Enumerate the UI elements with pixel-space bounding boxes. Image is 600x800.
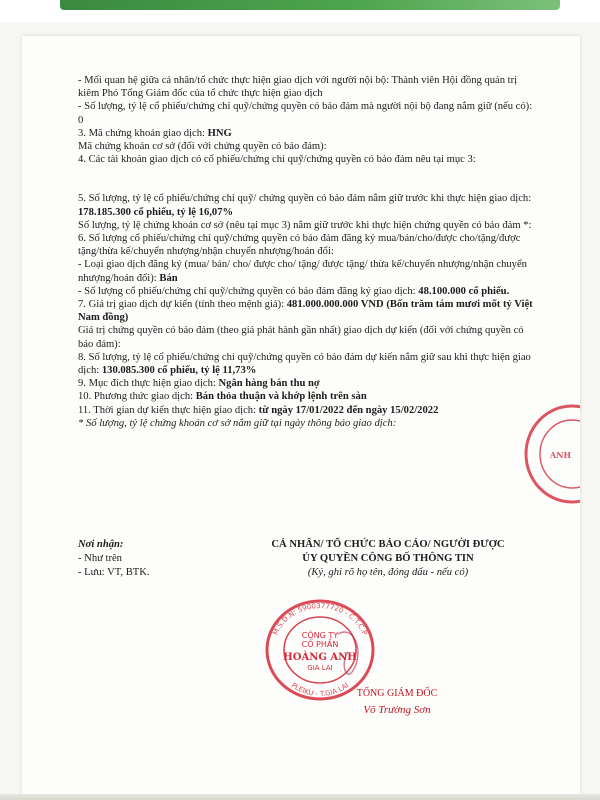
- para-accounts: 4. Các tài khoản giao dịch có cổ phiếu/chứng chỉ quỹ/chứng quyền có bảo đảm nêu tại mục 3:: [78, 154, 476, 166]
- signature-title-line1: CÁ NHÂN/ TỔ CHỨC BÁO CÁO/ NGƯỜI ĐƯỢC: [271, 539, 505, 550]
- top-band: [0, 0, 600, 22]
- svg-text:M.S.D.N: 5900377720 - C.T.C.P: M.S.D.N: 5900377720 - C.T.C.P: [271, 601, 369, 637]
- para-warrant-value: Giá trị chứng quyền có bảo đảm (theo giá phát hành gần nhất) giao dịch dự kiến (đối với chứng quyền có bảo đảm):: [78, 325, 524, 350]
- para-transaction-value: 7. Giá trị giao dịch dự kiến (tính theo mệnh giá): 481.000.000.000 VND (Bốn trăm tám mươi mốt tỷ Việt Nam đồng): [78, 299, 533, 324]
- svg-text:GIA LAI: GIA LAI: [307, 664, 333, 672]
- para-footnote: * Số lượng, tỷ lệ chứng khoán cơ sở nắm giữ tại ngày thông báo giao dịch:: [78, 417, 397, 429]
- green-header-strip: [60, 0, 560, 10]
- para-registered: 6. Số lượng cổ phiếu/chứng chỉ quỹ/chứng quyền có bảo đảm đăng ký mua/bán/cho/được cho/tặng/được tặng/thừa kế/chuyển nhượng/nhận chuyển nhượng/hoán đổi:: [78, 233, 521, 258]
- recipient-item: - Lưu: VT, BTK.: [78, 567, 150, 578]
- para-transaction-type: - Loại giao dịch đăng ký (mua/ bán/ cho/ được cho/ tặng/ được tặng/ thừa kế/chuyển nhượng/nhận chuyển nhượng/hoán đổi): Bán: [78, 259, 527, 284]
- svg-text:CÔNG TY: CÔNG TY: [301, 631, 339, 640]
- document-body: [78, 74, 536, 430]
- side-seal-partial: [520, 402, 580, 506]
- svg-text:CỔ PHẦN: CỔ PHẦN: [301, 640, 339, 649]
- para-underlying-ticker: Mã chứng khoán cơ sở (đối với chứng quyền có bảo đảm):: [78, 141, 327, 153]
- director-signature: [322, 686, 472, 718]
- para-registered-quantity: - Số lượng cổ phiếu/chứng chỉ quỹ/chứng quyền có bảo đảm đăng ký giao dịch: 48.100.000 cổ phiếu.: [78, 285, 510, 297]
- document-page: [22, 36, 580, 794]
- recipient-item: - Như trên: [78, 553, 122, 564]
- recipients-block: [78, 538, 198, 580]
- svg-text:PLEIKU - T.GIA LAI: PLEIKU - T.GIA LAI: [289, 681, 351, 699]
- signature-block: [238, 538, 538, 580]
- para-method: 10. Phương thức giao dịch: Bán thỏa thuận và khớp lệnh trên sàn: [78, 391, 367, 403]
- para-holding-after: 8. Số lượng, tỷ lệ cổ phiếu/chứng chỉ quỹ/chứng quyền có bảo đảm dự kiến nắm giữ sau khi thực hiện giao dịch: 130.085.300 cổ phiếu, tỷ lệ 11,73%: [78, 351, 531, 377]
- para-timeline: 11. Thời gian dự kiến thực hiện giao dịch: từ ngày 17/01/2022 đến ngày 15/02/2022: [78, 404, 439, 416]
- para-purpose: 9. Mục đích thực hiện giao dịch: Ngân hàng bán thu nợ: [78, 378, 320, 390]
- signature-title-line2: ỦY QUYỀN CÔNG BỐ THÔNG TIN: [302, 553, 474, 564]
- director-name: Võ Trường Sơn: [363, 704, 431, 716]
- bottom-edge: [0, 794, 600, 800]
- para-relationship: - Mối quan hệ giữa cá nhân/tổ chức thực hiện giao dịch với người nội bộ: Thành viên Hội đồng quản trị kiêm Phó Tổng Giám đốc của tổ chức thực hiện giao dịch: [78, 75, 518, 100]
- director-position: TỔNG GIÁM ĐỐC: [356, 688, 438, 699]
- para-ticker: 3. Mã chứng khoán giao dịch: HNG: [78, 127, 232, 139]
- svg-text:ANH: ANH: [550, 450, 572, 460]
- svg-text:HOÀNG ANH: HOÀNG ANH: [283, 652, 357, 663]
- signature-instruction: (Ký, ghi rõ họ tên, đóng dấu - nếu có): [307, 567, 469, 578]
- para-holding-before: 5. Số lượng, tỷ lệ cổ phiếu/chứng chỉ quỹ/ chứng quyền có bảo đảm nắm giữ trước khi thực hiện giao dịch: 178.185.300 cổ phiếu, tỷ lệ 16,07%: [78, 193, 532, 218]
- recipients-title: Nơi nhận:: [78, 539, 124, 550]
- para-underlying-before: Số lượng, tỷ lệ chứng khoán cơ sở (nêu tại mục 3) nắm giữ trước khi thực hiện chứng quyền có bảo đảm *:: [78, 219, 532, 231]
- para-insider-holding: - Số lượng, tỷ lệ cổ phiếu/chứng chỉ quỹ/chứng quyền có bảo đảm mà người nội bộ đang nắm giữ (nếu có): 0: [78, 101, 533, 126]
